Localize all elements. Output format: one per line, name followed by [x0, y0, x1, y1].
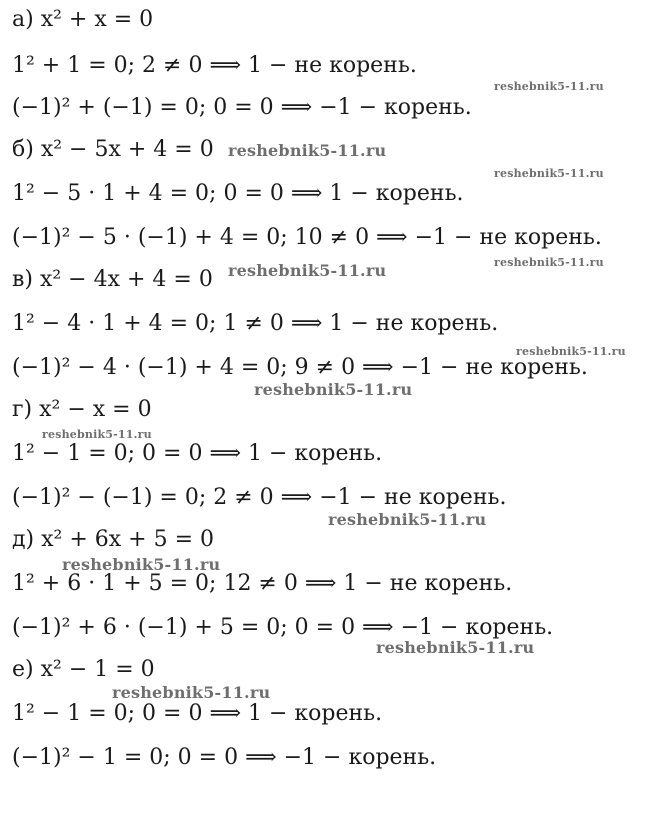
- task-e-equation: д) x² + 6x + 5 = 0: [12, 527, 215, 552]
- watermark: reshebnik5-11.ru: [228, 141, 387, 160]
- watermark: reshebnik5-11.ru: [494, 256, 604, 269]
- watermark: reshebnik5-11.ru: [254, 380, 413, 399]
- task-b-check-1: 1² − 5 · 1 + 4 = 0; 0 = 0 ⟹ 1 − корень.: [12, 181, 464, 206]
- task-c-check-1: 1² − 4 · 1 + 4 = 0; 1 ≠ 0 ⟹ 1 − не корень.: [12, 311, 499, 336]
- watermark: reshebnik5-11.ru: [494, 167, 604, 180]
- watermark: reshebnik5-11.ru: [112, 683, 271, 702]
- task-d-check-1: 1² − 1 = 0; 0 = 0 ⟹ 1 − корень.: [12, 441, 383, 466]
- watermark: reshebnik5-11.ru: [494, 80, 604, 93]
- task-f-equation: е) x² − 1 = 0: [12, 657, 155, 682]
- watermark: reshebnik5-11.ru: [42, 428, 152, 441]
- task-f-check-1: 1² − 1 = 0; 0 = 0 ⟹ 1 − корень.: [12, 701, 383, 726]
- task-d-check-2: (−1)² − (−1) = 0; 2 ≠ 0 ⟹ −1 − не корень.: [12, 485, 507, 510]
- task-e-check-1: 1² + 6 · 1 + 5 = 0; 12 ≠ 0 ⟹ 1 − не корень.: [12, 571, 513, 596]
- watermark: reshebnik5-11.ru: [376, 638, 535, 657]
- watermark: reshebnik5-11.ru: [516, 345, 626, 358]
- task-a-check-1: 1² + 1 = 0; 2 ≠ 0 ⟹ 1 − не корень.: [12, 53, 417, 78]
- task-c-equation: в) x² − 4x + 4 = 0: [12, 267, 213, 292]
- task-b-equation: б) x² − 5x + 4 = 0: [12, 137, 214, 162]
- task-c-check-2: (−1)² − 4 · (−1) + 4 = 0; 9 ≠ 0 ⟹ −1 − не корень.: [12, 355, 588, 380]
- task-f-check-2: (−1)² − 1 = 0; 0 = 0 ⟹ −1 − корень.: [12, 745, 437, 770]
- watermark: reshebnik5-11.ru: [228, 261, 387, 280]
- task-a-check-2: (−1)² + (−1) = 0; 0 = 0 ⟹ −1 − корень.: [12, 95, 472, 120]
- task-a-equation: а) x² + x = 0: [12, 7, 154, 32]
- task-b-check-2: (−1)² − 5 · (−1) + 4 = 0; 10 ≠ 0 ⟹ −1 − не корень.: [12, 225, 602, 250]
- task-d-equation: г) x² − x = 0: [12, 397, 152, 422]
- watermark: reshebnik5-11.ru: [328, 510, 487, 529]
- task-e-check-2: (−1)² + 6 · (−1) + 5 = 0; 0 = 0 ⟹ −1 − корень.: [12, 615, 554, 640]
- watermark: reshebnik5-11.ru: [62, 555, 221, 574]
